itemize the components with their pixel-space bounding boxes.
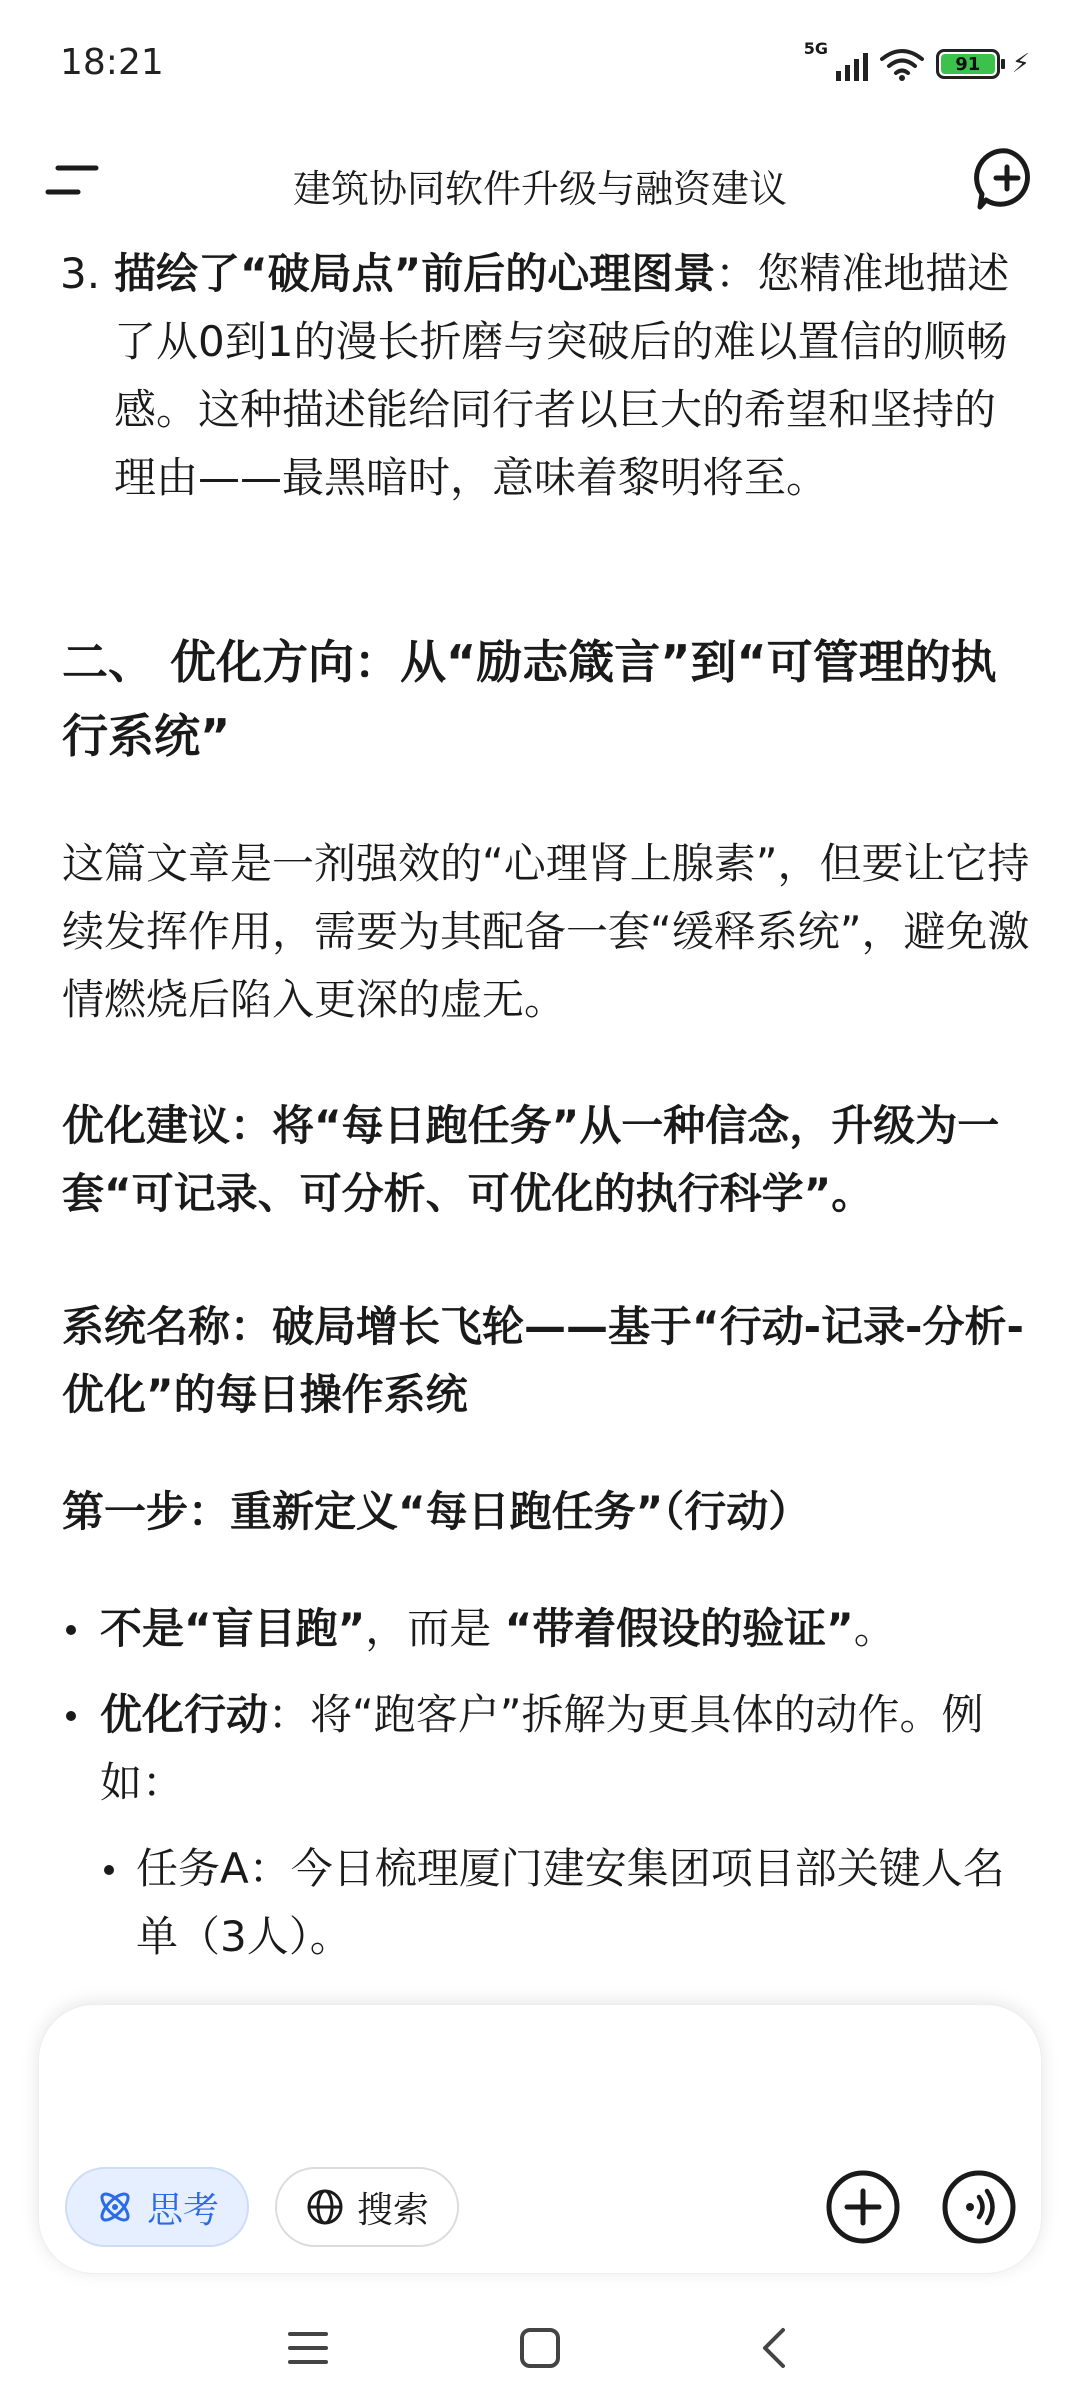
system-nav-bar — [0, 2290, 1080, 2400]
bullet-text: 。 — [853, 1604, 896, 1653]
list-item-text: ：您精准地描述了从0到1的漫长折磨与突破后的难以置信的顺畅感。这种描述能给同行者以巨大的希望和坚持的理由——最黑暗时，意味着黎明将至。 — [114, 249, 1010, 502]
message-composer — [38, 2004, 1042, 2274]
app-bar — [0, 130, 1080, 230]
intro-paragraph: 这篇文章是一剂强效的“心理肾上腺素”，但要让它持续发挥作用，需要为其配备一套“缓释系统”，避免激情燃烧后陷入更深的虚无。 — [62, 839, 1030, 1024]
menu-icon[interactable] — [40, 152, 104, 208]
list-item-bold: 描绘了“破局点”前后的心理图景 — [114, 249, 716, 298]
bullet-bold: 优化行动 — [100, 1690, 269, 1739]
home-icon[interactable] — [510, 2318, 570, 2378]
system-name-paragraph: 系统名称：破局增长飞轮——基于“行动-记录-分析-优化”的每日操作系统 — [62, 1302, 1024, 1419]
charging-icon: ⚡ — [1011, 49, 1030, 79]
add-attachment-button[interactable] — [821, 2165, 905, 2249]
think-toggle-button[interactable] — [65, 2167, 249, 2247]
signal-icon — [803, 39, 868, 81]
recent-apps-icon[interactable] — [278, 2318, 338, 2378]
new-chat-icon[interactable] — [972, 144, 1042, 214]
list-item — [62, 1681, 1032, 1817]
voice-call-button[interactable] — [937, 2165, 1021, 2249]
section-heading: 二、 优化方向：从“励志箴言”到“可管理的执行系统” — [62, 635, 997, 763]
status-icons — [803, 39, 1030, 84]
bullet-list — [62, 1595, 1032, 1971]
wifi-icon — [880, 47, 924, 81]
bullet-text: ：将“跑客户”拆解为更具体的动作。例如： — [100, 1690, 984, 1807]
conversation-title[interactable]: 建筑协同软件升级与融资建议 — [292, 167, 787, 211]
message-content — [0, 230, 1080, 2010]
bullet-text: ，而是 — [365, 1604, 505, 1653]
globe-icon — [305, 2187, 345, 2227]
list-item — [62, 1595, 1032, 1663]
battery-icon — [936, 49, 1000, 79]
sub-list-item: 任务A：今日梳理厦门建安集团项目部关键人名单（3人）。 — [62, 1835, 1032, 1971]
status-time: 18:21 — [60, 42, 164, 83]
atom-icon — [95, 2187, 135, 2227]
step-one-heading: 第一步：重新定义“每日跑任务”（行动） — [62, 1487, 811, 1536]
think-label: 思考 — [147, 2189, 220, 2231]
suggestion-paragraph: 优化建议：将“每日跑任务”从一种信念，升级为一套“可记录、可分析、可优化的执行科学”。 — [62, 1101, 1000, 1218]
battery-level: 91 — [941, 54, 995, 74]
search-label: 搜索 — [357, 2189, 430, 2231]
status-bar — [0, 0, 1080, 130]
list-item — [60, 240, 1030, 512]
bullet-bold: “带着假设的验证” — [504, 1604, 854, 1653]
list-number: 3. — [60, 249, 101, 298]
back-icon[interactable] — [745, 2318, 805, 2378]
message-input[interactable] — [79, 2045, 679, 2115]
search-toggle-button[interactable] — [275, 2167, 459, 2247]
network-type: 5G — [803, 39, 828, 58]
bullet-bold: 不是“盲目跑” — [100, 1604, 366, 1653]
